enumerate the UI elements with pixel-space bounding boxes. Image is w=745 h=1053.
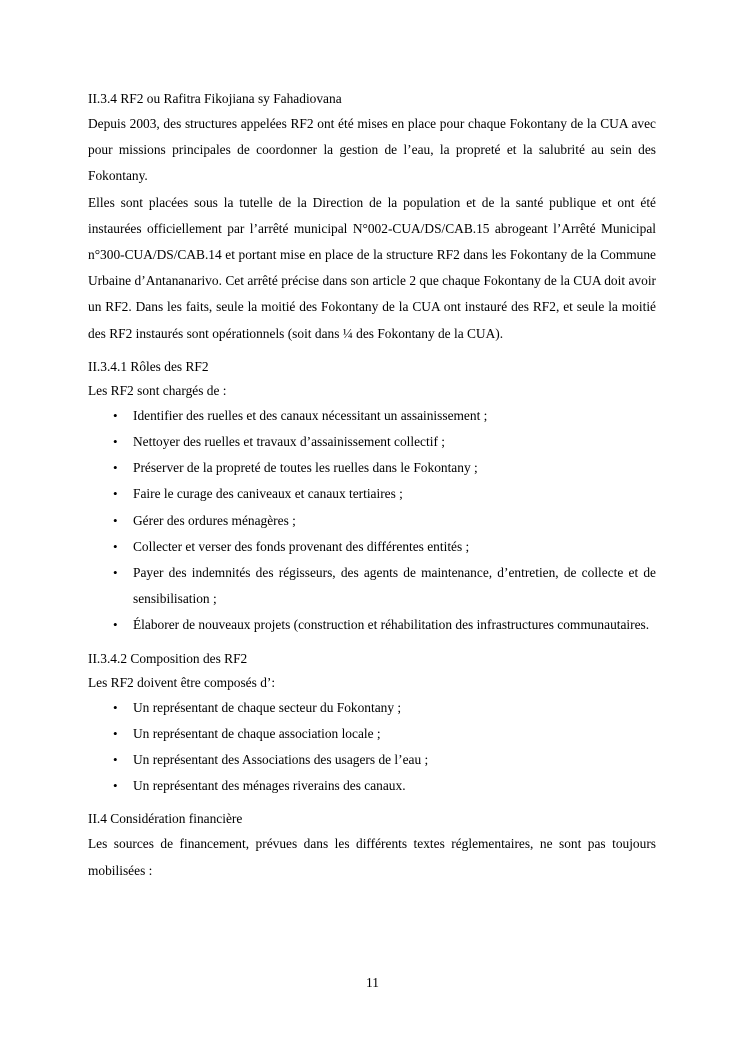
bullet-icon: • xyxy=(113,434,118,450)
roles-list xyxy=(88,403,656,639)
section-heading-rf2: II.3.4 RF2 ou Rafitra Fikojiana sy Fahadiovana xyxy=(88,91,342,106)
list-item: • Élaborer de nouveaux projets (construction et réhabilitation des infrastructures communautaires. xyxy=(88,612,656,638)
list-item: • Collecter et verser des fonds provenant des différentes entités ; xyxy=(88,534,656,560)
section-heading-roles: II.3.4.1 Rôles des RF2 xyxy=(88,358,209,374)
list-item: • Gérer des ordures ménagères ; xyxy=(88,508,656,534)
bullet-icon: • xyxy=(113,752,118,768)
bullet-icon: • xyxy=(113,699,118,715)
list-item: • Faire le curage des caniveaux et canaux tertiaires ; xyxy=(88,481,656,507)
bullet-icon: • xyxy=(113,486,118,502)
paragraph-finance: Les sources de financement, prévues dans les différents textes réglementaires, ne sont pas toujours mobilisées : xyxy=(88,836,656,878)
list-item: • Nettoyer des ruelles et travaux d’assainissement collectif ; xyxy=(88,429,656,455)
bullet-icon: • xyxy=(113,617,118,633)
composition-list xyxy=(88,695,656,800)
list-item: • Un représentant de chaque association locale ; xyxy=(88,721,656,747)
list-item: • Identifier des ruelles et des canaux nécessitant un assainissement ; xyxy=(88,403,656,429)
list-item: • Un représentant des Associations des usagers de l’eau ; xyxy=(88,747,656,773)
bullet-icon: • xyxy=(113,512,118,528)
bullet-icon: • xyxy=(113,725,118,741)
bullet-icon: • xyxy=(113,407,118,423)
list-item: • Payer des indemnités des régisseurs, des agents de maintenance, d’entretien, de collecte et de sensibilisation ; xyxy=(88,560,656,612)
document-page xyxy=(88,87,656,884)
section-heading-finance: II.4 Considération financière xyxy=(88,811,243,827)
list-item: • Un représentant des ménages riverains des canaux. xyxy=(88,773,656,799)
bullet-icon: • xyxy=(113,565,118,581)
paragraph-rf2-tutelle: Elles sont placées sous la tutelle de la Direction de la population et de la santé publique et ont été instaurées officiellement par l’arrêté municipal N°002-CUA/DS/CAB.15 abrogeant l’Arrêté Municipal n°300-CUA/DS/CAB.14 et portant mise en place de la structure RF2 dans les Fokontany de la Commune Urbaine d’Antananarivo. Cet arrêté précise dans son article 2 que chaque Fokontany de la CUA doit avoir un RF2. Dans les faits, seule la moitié des Fokontany de la CUA ont instauré des RF2, et seule la moitié des RF2 instaurés sont opérationnels (soit dans ¼ des Fokontany de la CUA). xyxy=(88,194,656,341)
composition-lead: Les RF2 doivent être composés d’: xyxy=(88,674,276,690)
bullet-icon: • xyxy=(113,538,118,554)
page-number: 11 xyxy=(366,975,379,990)
list-item: • Un représentant de chaque secteur du Fokontany ; xyxy=(88,695,656,721)
paragraph-rf2-intro: Depuis 2003, des structures appelées RF2 ont été mises en place pour chaque Fokontany de la CUA avec pour missions principales de coordonner la gestion de l’eau, la propreté et la salubrité au sein des Fokontany. xyxy=(88,116,656,184)
bullet-icon: • xyxy=(113,460,118,476)
list-item: • Préserver de la propreté de toutes les ruelles dans le Fokontany ; xyxy=(88,455,656,481)
roles-lead: Les RF2 sont chargés de : xyxy=(88,382,227,398)
section-heading-composition: II.3.4.2 Composition des RF2 xyxy=(88,650,248,666)
bullet-icon: • xyxy=(113,778,118,794)
